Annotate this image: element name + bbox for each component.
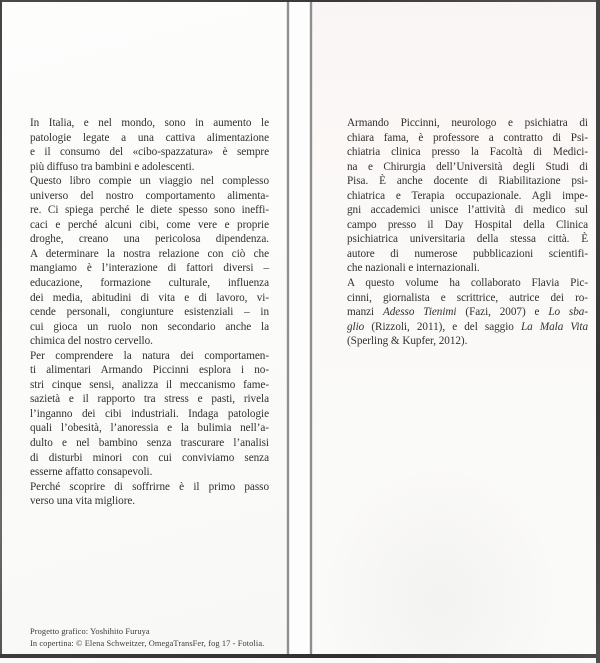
text-line — [30, 145, 269, 160]
text-run: stri cinque sensi, analizza il meccanismo fame- — [30, 378, 269, 391]
text-run: Questo libro compie un viaggio nel complesso — [30, 175, 269, 188]
text-run: universo del nostro comportamento alimenta- — [30, 189, 269, 202]
text-run: esserne affatto consapevoli. — [30, 466, 153, 479]
text-run: sazietà e il rapporto tra stress e pasti, rivela — [30, 393, 269, 406]
text-run: gni accademici unisce l’attività di medico sul — [347, 204, 588, 217]
fold-line-right — [310, 2, 312, 654]
text-run: chiatrica e Terapia occupazionale. Agli impe- — [347, 189, 588, 202]
text-line — [30, 320, 269, 335]
text-line — [347, 160, 588, 175]
text-line — [347, 116, 588, 131]
right-flap-text — [347, 116, 588, 349]
text-line — [30, 218, 269, 233]
text-line — [30, 465, 269, 480]
text-line — [347, 261, 588, 276]
text-run: patologie legate a una cattiva alimentazione — [30, 131, 269, 144]
text-run: di disturbi minori con cui conviviamo senza — [30, 451, 269, 464]
text-line — [347, 218, 588, 233]
text-line — [30, 160, 269, 175]
text-run: In Italia, e nel mondo, sono in aumento le — [30, 117, 269, 129]
text-line — [30, 305, 269, 320]
text-run: (Sperling & Kupfer, 2012). — [347, 335, 468, 348]
text-line — [30, 189, 269, 204]
text-line — [30, 392, 269, 407]
text-run: dei media, abitudini di vita e di lavoro, vi- — [30, 291, 269, 304]
scan-edge-left — [0, 0, 2, 658]
text-line — [30, 334, 269, 349]
text-line — [347, 203, 588, 218]
text-line — [30, 247, 269, 262]
text-run: e il consumo del «cibo-spazzatura» è sempre — [30, 146, 269, 159]
italic-text-run: glio — [347, 320, 365, 333]
text-line — [30, 203, 269, 218]
paragraph — [30, 349, 269, 480]
paragraph — [30, 116, 269, 174]
credits-design-line: Progetto grafico: Yoshihito Furuya — [30, 627, 150, 636]
text-run: cui gioca un ruolo non secondario anche la — [30, 320, 269, 333]
right-flap — [312, 2, 596, 654]
text-line — [30, 261, 269, 276]
text-line — [347, 145, 588, 160]
text-line — [30, 349, 269, 364]
text-run: droghe, creano una pericolosa dipendenza. — [30, 233, 269, 246]
text-run: cinni, giornalista e scrittrice, autrice dei ro- — [347, 291, 588, 304]
text-line — [30, 131, 269, 146]
text-line — [347, 334, 588, 349]
text-line — [30, 494, 269, 509]
text-run: che nazionali e internazionali. — [347, 262, 480, 275]
italic-text-run: Lo sba- — [548, 306, 589, 319]
text-line — [347, 189, 588, 204]
text-run: A questo volume ha collaborato Flavia Pic- — [347, 277, 588, 290]
text-line — [347, 174, 588, 189]
text-run: Pisa. È anche docente di Riabilitazione psi- — [347, 175, 588, 188]
paragraph — [30, 174, 269, 349]
paragraph — [30, 480, 269, 509]
text-line — [30, 378, 269, 393]
text-run: A determinare la nostra relazione con ciò che — [30, 247, 269, 260]
scan-edge-top — [0, 0, 600, 2]
text-run: più diffuso tra bambini e adolescenti. — [30, 160, 195, 173]
text-line — [347, 131, 588, 146]
text-run: Perché scoprire di soffrirne è il primo passo — [30, 480, 269, 493]
fold-line-left — [287, 2, 289, 654]
text-line — [30, 291, 269, 306]
text-run: ti alimentari Armando Piccinni esplora i no- — [30, 364, 269, 377]
fold-gap — [289, 2, 310, 654]
text-line — [30, 421, 269, 436]
text-run: cende personali, congiunture esistenziali – in — [30, 306, 269, 319]
text-line — [347, 247, 588, 262]
text-line — [30, 116, 269, 131]
credits — [30, 626, 264, 651]
text-line — [30, 480, 269, 495]
text-run: quali l’obesità, l’anoressia e la bulimia nell’a- — [30, 422, 269, 435]
italic-text-run: La Mala Vita — [520, 320, 588, 333]
text-line — [347, 291, 588, 306]
text-line — [30, 436, 269, 451]
text-line — [30, 232, 269, 247]
italic-text-run: Adesso Tienimi — [382, 306, 457, 319]
text-run: manzi — [347, 306, 383, 319]
text-run: na e Chirurgia dell’Università degli Studi di — [347, 160, 588, 173]
left-flap — [2, 2, 287, 654]
text-run: verso una vita migliore. — [30, 495, 136, 508]
text-line — [347, 276, 588, 291]
text-run: dulto e nel bambino senza trascurare l’analisi — [30, 437, 269, 450]
text-run: mangiamo è l’interazione di fattori diversi – — [30, 262, 269, 275]
text-run: chiara fama, è professore a contratto di Psi- — [347, 131, 588, 144]
scan-edge-bottom — [0, 654, 600, 658]
paragraph — [347, 276, 588, 349]
paragraph — [347, 116, 588, 276]
text-run: psichiatrica universitaria della stessa città. È — [347, 233, 588, 246]
text-run: chimica del nostro cervello. — [30, 335, 153, 348]
text-run: caci e perché alcuni cibi, come vere e proprie — [30, 218, 269, 231]
text-run: re. Ci spiega perché le diete spesso sono ineffi- — [30, 204, 269, 217]
text-line — [30, 276, 269, 291]
text-line — [347, 232, 588, 247]
text-run: autore di numerose pubblicazioni scientifi- — [347, 247, 588, 260]
text-run: (Fazi, 2007) e — [456, 306, 549, 319]
text-line — [30, 451, 269, 466]
text-line — [30, 174, 269, 189]
text-run: chiatria clinica presso la Facoltà di Medici- — [347, 146, 588, 159]
text-line — [30, 363, 269, 378]
text-run: Per comprendere la natura dei comportamen- — [30, 349, 269, 362]
credits-cover-line: In copertina: © Elena Schweitzer, OmegaTransFer, fog 17 - Fotolia. — [30, 639, 265, 649]
text-line — [347, 320, 588, 335]
text-run: (Rizzoli, 2011), e del saggio — [364, 320, 521, 333]
text-run: l’inganno dei cibi industriali. Indaga patologie — [30, 407, 269, 420]
scan-edge-right — [596, 0, 600, 663]
text-line — [30, 407, 269, 422]
text-run: campo presso il Day Hospital della Clinica — [347, 218, 588, 231]
text-line — [347, 305, 588, 320]
left-flap-text — [30, 116, 269, 509]
text-run: educazione, formazione culturale, influenza — [30, 277, 269, 290]
text-run: Armando Piccinni, neurologo e psichiatra di — [347, 117, 588, 129]
